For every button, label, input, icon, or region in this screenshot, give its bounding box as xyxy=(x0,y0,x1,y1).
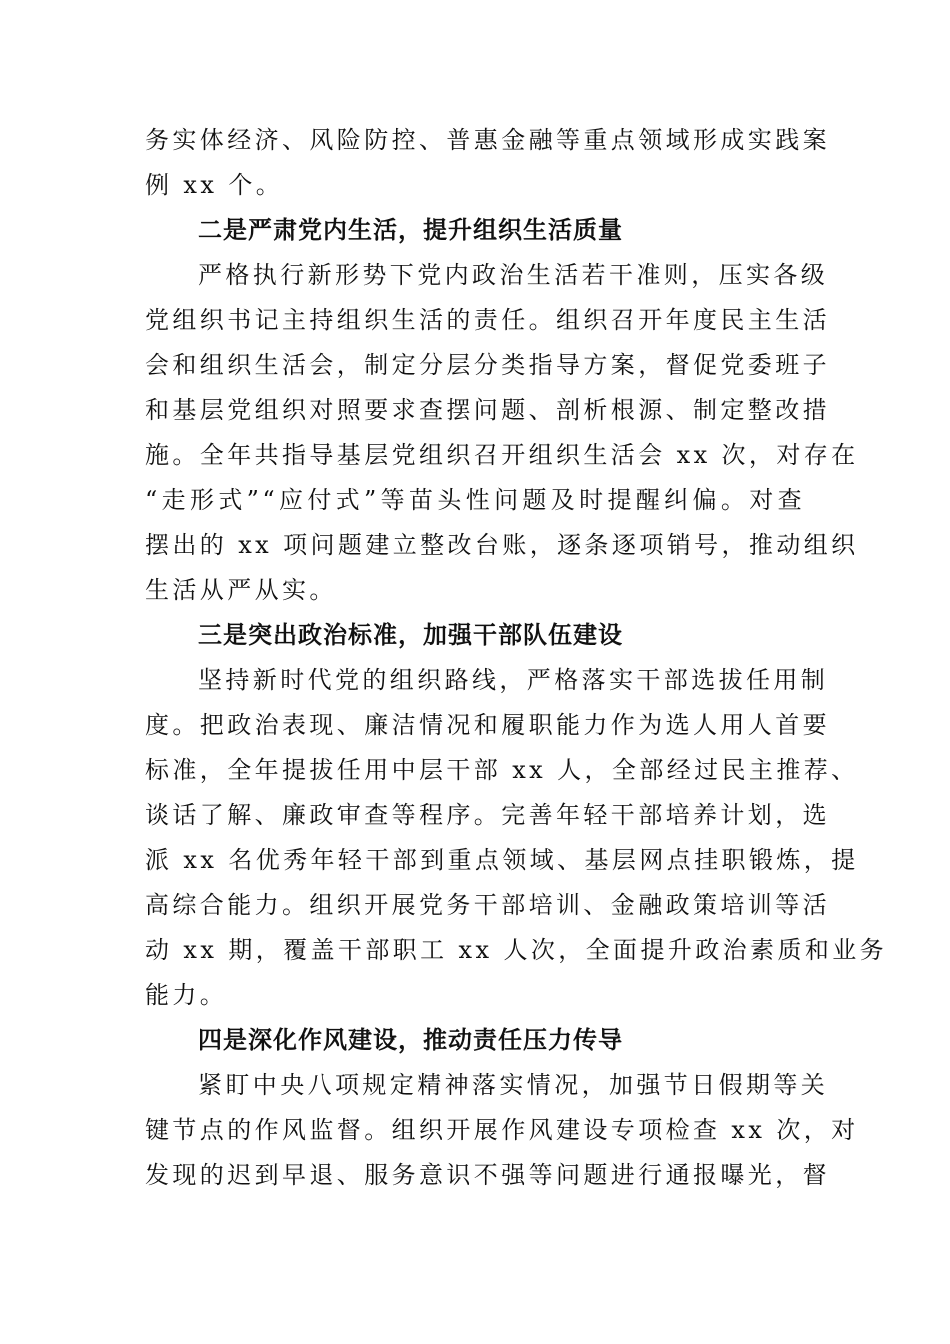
text-line: 严格执行新形势下党内政治生活若干准则，压实各级 xyxy=(198,261,829,289)
paragraph-work-style xyxy=(145,1063,859,1198)
text-line: 高综合能力。组织开展党务干部培训、金融政策培训等活 xyxy=(145,891,830,919)
text-line: 发现的迟到早退、服务意识不强等问题进行通报曝光，督 xyxy=(145,1161,830,1189)
paragraph-organization-life xyxy=(145,253,859,613)
section-heading-2: 二是严肃党内生活，提升组织生活质量 xyxy=(198,216,623,244)
section-heading-3: 三是突出政治标准，加强干部队伍建设 xyxy=(198,621,623,649)
paragraph-cadre-team xyxy=(145,658,888,1018)
document-page xyxy=(145,118,888,1198)
text-line: 施。全年共指导基层党组织召开组织生活会 xx 次，对存在 xyxy=(145,441,859,469)
section-heading-4: 四是深化作风建设，推动责任压力传导 xyxy=(198,1026,623,1054)
text-line: “走形式”“应付式”等苗头性问题及时提醒纠偏。对查 xyxy=(145,486,805,514)
text-line: 动 xx 期，覆盖干部职工 xx 人次，全面提升政治素质和业务 xyxy=(145,936,888,964)
text-line: 键节点的作风监督。组织开展作风建设专项检查 xx 次，对 xyxy=(145,1116,859,1144)
text-line: 例 xx 个。 xyxy=(145,171,284,199)
text-line: 生活从严从实。 xyxy=(145,576,337,604)
text-line: 务实体经济、风险防控、普惠金融等重点领域形成实践案 xyxy=(145,126,830,154)
text-line: 党组织书记主持组织生活的责任。组织召开年度民主生活 xyxy=(145,306,830,334)
paragraph-continuation xyxy=(145,118,830,208)
text-line: 摆出的 xx 项问题建立整改台账，逐条逐项销号，推动组织 xyxy=(145,531,859,559)
text-line: 谈话了解、廉政审查等程序。完善年轻干部培养计划，选 xyxy=(145,801,830,829)
text-line: 会和组织生活会，制定分层分类指导方案，督促党委班子 xyxy=(145,351,830,379)
text-line: 紧盯中央八项规定精神落实情况，加强节日假期等关 xyxy=(198,1071,829,1099)
text-line: 派 xx 名优秀年轻干部到重点领域、基层网点挂职锻炼，提 xyxy=(145,846,859,874)
text-line: 和基层党组织对照要求查摆问题、剖析根源、制定整改措 xyxy=(145,396,830,424)
text-line: 度。把政治表现、廉洁情况和履职能力作为选人用人首要 xyxy=(145,711,830,739)
text-line: 能力。 xyxy=(145,981,228,1009)
text-line: 标准，全年提拔任用中层干部 xx 人，全部经过民主推荐、 xyxy=(145,756,859,784)
text-line: 坚持新时代党的组织路线，严格落实干部选拔任用制 xyxy=(198,666,829,694)
